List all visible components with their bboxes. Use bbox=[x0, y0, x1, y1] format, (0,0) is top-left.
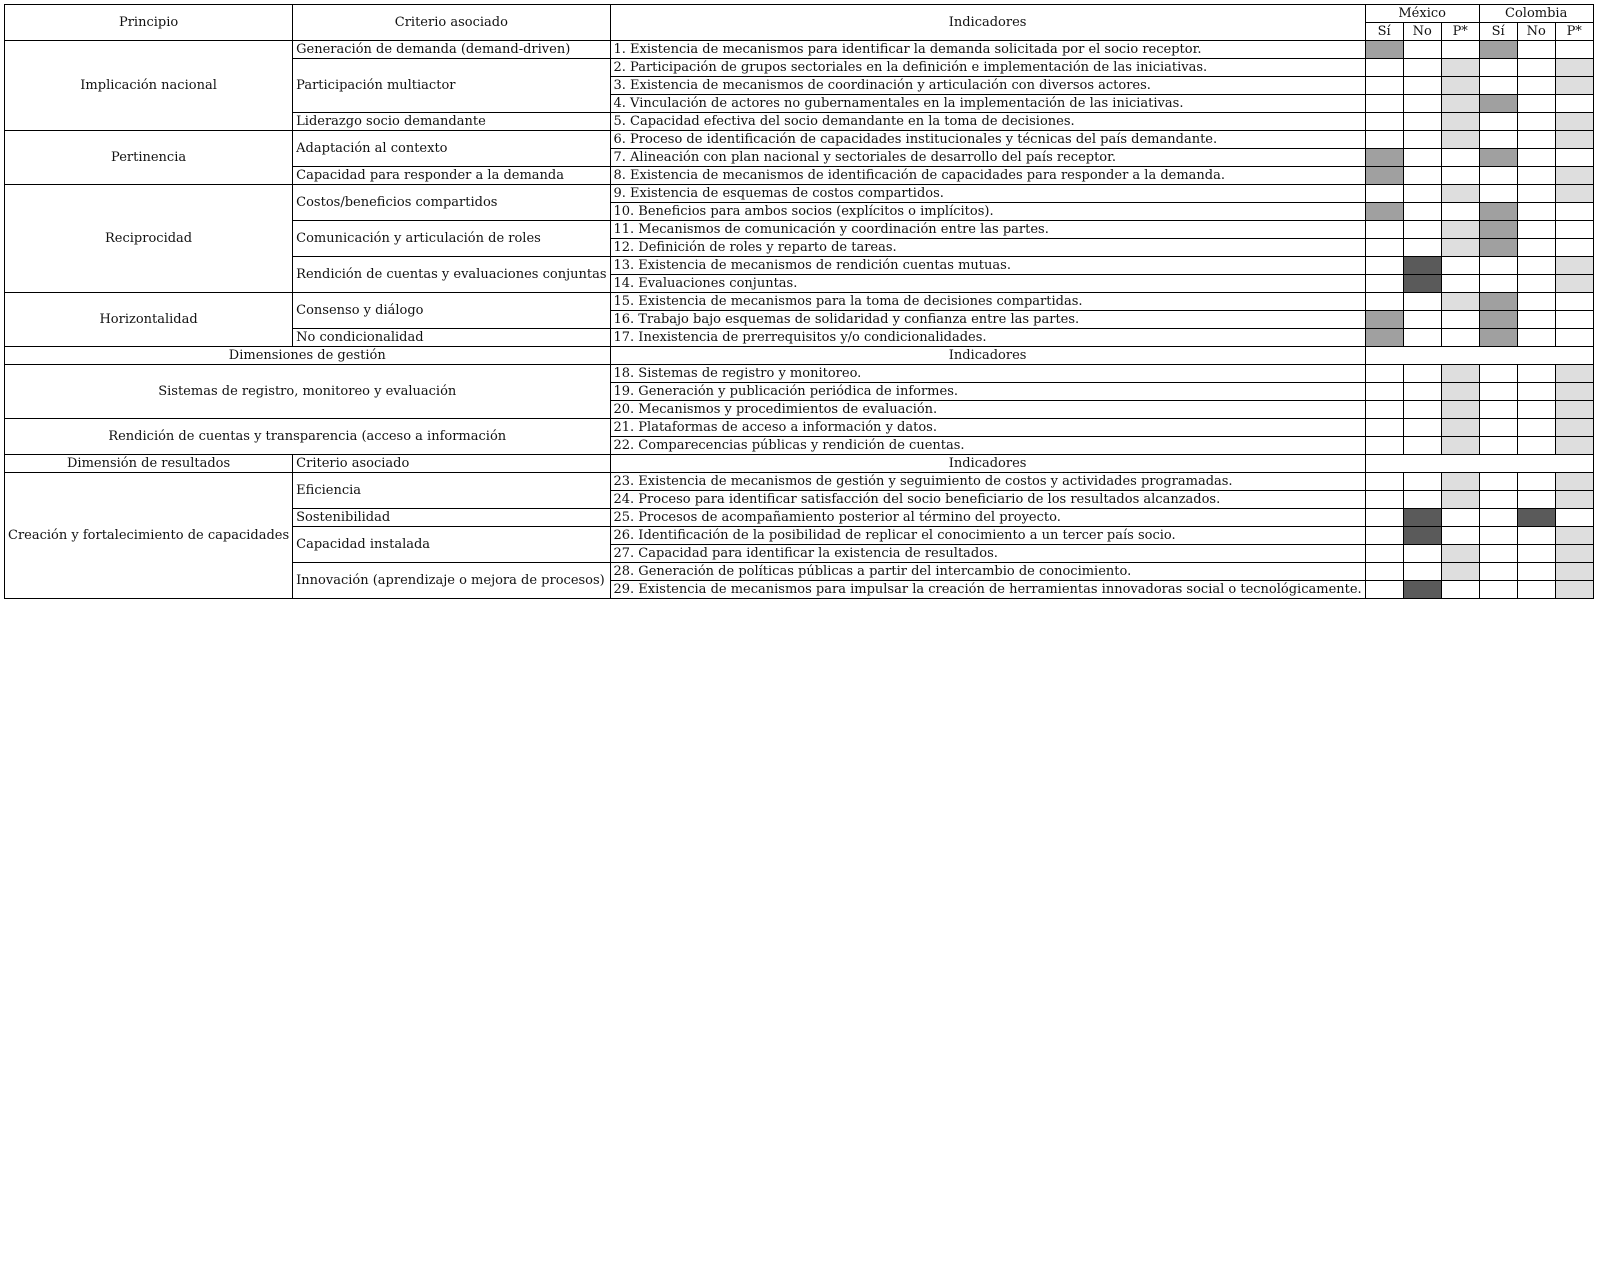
mexico-no-mark bbox=[1403, 581, 1441, 599]
colombia-no-mark bbox=[1517, 77, 1555, 95]
colombia-no-mark bbox=[1517, 257, 1555, 275]
colombia-no-mark bbox=[1517, 113, 1555, 131]
mexico-p-mark bbox=[1441, 563, 1479, 581]
mexico-p-mark bbox=[1441, 329, 1479, 347]
colombia-si-mark bbox=[1479, 527, 1517, 545]
mexico-no-mark bbox=[1403, 275, 1441, 293]
mexico-no-mark bbox=[1403, 131, 1441, 149]
colombia-no-mark bbox=[1517, 293, 1555, 311]
colombia-p-mark bbox=[1555, 329, 1593, 347]
colombia-no-mark bbox=[1517, 185, 1555, 203]
mexico-header: México bbox=[1365, 5, 1479, 23]
mexico-no-mark bbox=[1403, 149, 1441, 167]
indicator-row bbox=[5, 365, 1594, 383]
mexico-no-mark bbox=[1403, 203, 1441, 221]
colombia-si-mark bbox=[1479, 41, 1517, 59]
colombia-p-mark bbox=[1555, 221, 1593, 239]
mexico-p-mark bbox=[1441, 149, 1479, 167]
mexico-si-mark bbox=[1365, 509, 1403, 527]
mexico-si-mark bbox=[1365, 383, 1403, 401]
criterion-label: Comunicación y articulación de roles bbox=[293, 221, 610, 257]
colombia-si-mark bbox=[1479, 131, 1517, 149]
indicadores-header: Indicadores bbox=[610, 347, 1365, 365]
mexico-si-mark bbox=[1365, 293, 1403, 311]
mexico-no-mark bbox=[1403, 185, 1441, 203]
mexico-no-mark bbox=[1403, 509, 1441, 527]
indicator-text: 15. Existencia de mecanismos para la toma de decisiones compartidas. bbox=[610, 293, 1365, 311]
colombia-si-mark bbox=[1479, 149, 1517, 167]
colombia-no-mark bbox=[1517, 365, 1555, 383]
mexico-p-mark bbox=[1441, 221, 1479, 239]
criterion-label: Costos/beneficios compartidos bbox=[293, 185, 610, 221]
colombia-no-mark bbox=[1517, 239, 1555, 257]
colombia-p-mark bbox=[1555, 563, 1593, 581]
mexico-p-mark bbox=[1441, 59, 1479, 77]
mexico-si-mark bbox=[1365, 167, 1403, 185]
mexico-p-mark bbox=[1441, 131, 1479, 149]
indicator-text: 29. Existencia de mecanismos para impulsar la creación de herramientas innovadoras social o tecnológicamente. bbox=[610, 581, 1365, 599]
indicator-text: 26. Identificación de la posibilidad de replicar el conocimiento a un tercer país socio. bbox=[610, 527, 1365, 545]
indicator-text: 24. Proceso para identificar satisfacción del socio beneficiario de los resultados alcanzados. bbox=[610, 491, 1365, 509]
colombia-si-mark bbox=[1479, 203, 1517, 221]
indicator-text: 18. Sistemas de registro y monitoreo. bbox=[610, 365, 1365, 383]
mexico-si-mark bbox=[1365, 365, 1403, 383]
colombia-no-mark bbox=[1517, 509, 1555, 527]
mexico-no-mark bbox=[1403, 59, 1441, 77]
mexico-p-mark bbox=[1441, 77, 1479, 95]
criterion-label: Rendición de cuentas y evaluaciones conjuntas bbox=[293, 257, 610, 293]
mexico-p-mark bbox=[1441, 41, 1479, 59]
criterion-label: No condicionalidad bbox=[293, 329, 610, 347]
mexico-no-mark bbox=[1403, 293, 1441, 311]
colombia-p-mark bbox=[1555, 383, 1593, 401]
mexico-p-mark bbox=[1441, 185, 1479, 203]
criterion-label: Adaptación al contexto bbox=[293, 131, 610, 167]
criterion-label: Eficiencia bbox=[293, 473, 610, 509]
indicator-text: 21. Plataformas de acceso a información y datos. bbox=[610, 419, 1365, 437]
mexico-si-mark bbox=[1365, 311, 1403, 329]
mexico-si-mark bbox=[1365, 113, 1403, 131]
indicator-text: 3. Existencia de mecanismos de coordinación y articulación con diversos actores. bbox=[610, 77, 1365, 95]
colombia-si-mark bbox=[1479, 419, 1517, 437]
indicator-text: 19. Generación y publicación periódica de informes. bbox=[610, 383, 1365, 401]
mexico-no-mark bbox=[1403, 113, 1441, 131]
mexico-no-mark bbox=[1403, 473, 1441, 491]
mexico-si-mark bbox=[1365, 545, 1403, 563]
mexico-p-mark bbox=[1441, 491, 1479, 509]
mexico-si-mark bbox=[1365, 473, 1403, 491]
colombia-p-mark bbox=[1555, 509, 1593, 527]
mexico-no-mark bbox=[1403, 527, 1441, 545]
indicator-row bbox=[5, 185, 1594, 203]
indicator-row bbox=[5, 131, 1594, 149]
mexico-si-mark bbox=[1365, 221, 1403, 239]
mexico-no-mark bbox=[1403, 77, 1441, 95]
indicator-text: 8. Existencia de mecanismos de identificación de capacidades para responder a la demanda. bbox=[610, 167, 1365, 185]
mexico-no-mark bbox=[1403, 545, 1441, 563]
mexico-si-mark bbox=[1365, 437, 1403, 455]
mexico-p-mark bbox=[1441, 401, 1479, 419]
indicator-text: 17. Inexistencia de prerrequisitos y/o condicionalidades. bbox=[610, 329, 1365, 347]
colombia-no-header: No bbox=[1517, 23, 1555, 41]
colombia-p-mark bbox=[1555, 419, 1593, 437]
colombia-no-mark bbox=[1517, 221, 1555, 239]
indicator-text: 1. Existencia de mecanismos para identificar la demanda solicitada por el socio receptor. bbox=[610, 41, 1365, 59]
mexico-p-mark bbox=[1441, 311, 1479, 329]
mexico-no-mark bbox=[1403, 239, 1441, 257]
mexico-si-mark bbox=[1365, 149, 1403, 167]
criterion-label: Sostenibilidad bbox=[293, 509, 610, 527]
colombia-si-mark bbox=[1479, 167, 1517, 185]
mexico-p-mark bbox=[1441, 239, 1479, 257]
colombia-p-mark bbox=[1555, 257, 1593, 275]
mexico-p-mark bbox=[1441, 419, 1479, 437]
mexico-no-mark bbox=[1403, 95, 1441, 113]
colombia-no-mark bbox=[1517, 383, 1555, 401]
mexico-no-mark bbox=[1403, 419, 1441, 437]
mexico-p-mark bbox=[1441, 365, 1479, 383]
colombia-p-mark bbox=[1555, 41, 1593, 59]
mexico-p-mark bbox=[1441, 95, 1479, 113]
colombia-no-mark bbox=[1517, 419, 1555, 437]
colombia-si-mark bbox=[1479, 581, 1517, 599]
mexico-si-mark bbox=[1365, 527, 1403, 545]
mexico-no-mark bbox=[1403, 167, 1441, 185]
evaluation-table bbox=[4, 4, 1594, 599]
indicator-text: 5. Capacidad efectiva del socio demandante en la toma de decisiones. bbox=[610, 113, 1365, 131]
indicadores-header: Indicadores bbox=[610, 455, 1365, 473]
colombia-no-mark bbox=[1517, 95, 1555, 113]
indicator-row bbox=[5, 41, 1594, 59]
mexico-no-mark bbox=[1403, 329, 1441, 347]
indicator-text: 6. Proceso de identificación de capacidades institucionales y técnicas del país demandante. bbox=[610, 131, 1365, 149]
mexico-si-mark bbox=[1365, 95, 1403, 113]
results-header-row bbox=[5, 455, 1594, 473]
colombia-p-mark bbox=[1555, 77, 1593, 95]
colombia-p-mark bbox=[1555, 437, 1593, 455]
criterion-label: Consenso y diálogo bbox=[293, 293, 610, 329]
colombia-p-mark bbox=[1555, 59, 1593, 77]
colombia-no-mark bbox=[1517, 437, 1555, 455]
criterion-label: Liderazgo socio demandante bbox=[293, 113, 610, 131]
mexico-p-mark bbox=[1441, 383, 1479, 401]
indicator-text: 28. Generación de políticas públicas a partir del intercambio de conocimiento. bbox=[610, 563, 1365, 581]
colombia-p-mark bbox=[1555, 131, 1593, 149]
mexico-p-mark bbox=[1441, 167, 1479, 185]
mexico-p-mark bbox=[1441, 113, 1479, 131]
indicator-text: 2. Participación de grupos sectoriales en la definición e implementación de las iniciativas. bbox=[610, 59, 1365, 77]
mexico-p-mark bbox=[1441, 527, 1479, 545]
indicator-text: 10. Beneficios para ambos socios (explícitos o implícitos). bbox=[610, 203, 1365, 221]
mexico-si-mark bbox=[1365, 185, 1403, 203]
management-header-row bbox=[5, 347, 1594, 365]
indicator-text: 16. Trabajo bajo esquemas de solidaridad y confianza entre las partes. bbox=[610, 311, 1365, 329]
principio-header: Principio bbox=[5, 5, 293, 41]
criterio-header: Criterio asociado bbox=[293, 5, 610, 41]
indicator-text: 22. Comparecencias públicas y rendición de cuentas. bbox=[610, 437, 1365, 455]
mexico-p-header: P* bbox=[1441, 23, 1479, 41]
header-row-1 bbox=[5, 5, 1594, 23]
mexico-p-mark bbox=[1441, 581, 1479, 599]
colombia-si-mark bbox=[1479, 401, 1517, 419]
indicator-row bbox=[5, 473, 1594, 491]
colombia-no-mark bbox=[1517, 149, 1555, 167]
indicator-text: 11. Mecanismos de comunicación y coordinación entre las partes. bbox=[610, 221, 1365, 239]
colombia-si-mark bbox=[1479, 311, 1517, 329]
colombia-no-mark bbox=[1517, 131, 1555, 149]
dimensiones-gestion-header: Dimensiones de gestión bbox=[5, 347, 611, 365]
colombia-p-mark bbox=[1555, 581, 1593, 599]
colombia-no-mark bbox=[1517, 203, 1555, 221]
indicator-text: 14. Evaluaciones conjuntas. bbox=[610, 275, 1365, 293]
mexico-si-mark bbox=[1365, 59, 1403, 77]
principle-label: Implicación nacional bbox=[5, 41, 293, 131]
colombia-si-mark bbox=[1479, 221, 1517, 239]
colombia-p-mark bbox=[1555, 491, 1593, 509]
mexico-si-mark bbox=[1365, 239, 1403, 257]
indicator-text: 25. Procesos de acompañamiento posterior al término del proyecto. bbox=[610, 509, 1365, 527]
colombia-p-mark bbox=[1555, 167, 1593, 185]
colombia-si-mark bbox=[1479, 437, 1517, 455]
mexico-si-mark bbox=[1365, 41, 1403, 59]
colombia-p-mark bbox=[1555, 113, 1593, 131]
colombia-p-header: P* bbox=[1555, 23, 1593, 41]
colombia-si-mark bbox=[1479, 365, 1517, 383]
blank-cell bbox=[1365, 347, 1593, 365]
colombia-si-mark bbox=[1479, 545, 1517, 563]
colombia-p-mark bbox=[1555, 545, 1593, 563]
colombia-no-mark bbox=[1517, 167, 1555, 185]
mexico-p-mark bbox=[1441, 509, 1479, 527]
colombia-header: Colombia bbox=[1479, 5, 1593, 23]
mexico-no-mark bbox=[1403, 41, 1441, 59]
colombia-p-mark bbox=[1555, 239, 1593, 257]
indicator-text: 4. Vinculación de actores no gubernamentales en la implementación de las iniciativas. bbox=[610, 95, 1365, 113]
mexico-si-mark bbox=[1365, 401, 1403, 419]
colombia-p-mark bbox=[1555, 293, 1593, 311]
mexico-si-mark bbox=[1365, 257, 1403, 275]
principle-label: Horizontalidad bbox=[5, 293, 293, 347]
colombia-p-mark bbox=[1555, 275, 1593, 293]
mexico-si-header: Sí bbox=[1365, 23, 1403, 41]
indicator-row bbox=[5, 419, 1594, 437]
colombia-no-mark bbox=[1517, 59, 1555, 77]
dimension-resultados-header: Dimensión de resultados bbox=[5, 455, 293, 473]
criterion-label: Capacidad para responder a la demanda bbox=[293, 167, 610, 185]
mexico-no-mark bbox=[1403, 401, 1441, 419]
mexico-si-mark bbox=[1365, 77, 1403, 95]
indicator-text: 7. Alineación con plan nacional y sectoriales de desarrollo del país receptor. bbox=[610, 149, 1365, 167]
mexico-p-mark bbox=[1441, 545, 1479, 563]
mexico-si-mark bbox=[1365, 563, 1403, 581]
blank-cell bbox=[1365, 455, 1593, 473]
colombia-no-mark bbox=[1517, 41, 1555, 59]
colombia-p-mark bbox=[1555, 95, 1593, 113]
mexico-p-mark bbox=[1441, 437, 1479, 455]
mexico-si-mark bbox=[1365, 131, 1403, 149]
indicator-text: 20. Mecanismos y procedimientos de evaluación. bbox=[610, 401, 1365, 419]
colombia-no-mark bbox=[1517, 401, 1555, 419]
colombia-no-mark bbox=[1517, 581, 1555, 599]
indicator-text: 9. Existencia de esquemas de costos compartidos. bbox=[610, 185, 1365, 203]
colombia-no-mark bbox=[1517, 563, 1555, 581]
colombia-p-mark bbox=[1555, 473, 1593, 491]
management-dimension-label: Rendición de cuentas y transparencia (acceso a información bbox=[5, 419, 611, 455]
colombia-no-mark bbox=[1517, 275, 1555, 293]
mexico-si-mark bbox=[1365, 419, 1403, 437]
colombia-si-mark bbox=[1479, 77, 1517, 95]
colombia-si-mark bbox=[1479, 383, 1517, 401]
colombia-p-mark bbox=[1555, 365, 1593, 383]
mexico-si-mark bbox=[1365, 329, 1403, 347]
mexico-no-mark bbox=[1403, 491, 1441, 509]
colombia-si-mark bbox=[1479, 473, 1517, 491]
mexico-no-mark bbox=[1403, 383, 1441, 401]
indicator-text: 23. Existencia de mecanismos de gestión y seguimiento de costos y actividades programadas. bbox=[610, 473, 1365, 491]
mexico-si-mark bbox=[1365, 491, 1403, 509]
colombia-si-mark bbox=[1479, 509, 1517, 527]
indicadores-header: Indicadores bbox=[610, 5, 1365, 41]
criterion-label: Capacidad instalada bbox=[293, 527, 610, 563]
colombia-p-mark bbox=[1555, 203, 1593, 221]
colombia-p-mark bbox=[1555, 401, 1593, 419]
colombia-si-mark bbox=[1479, 275, 1517, 293]
mexico-si-mark bbox=[1365, 581, 1403, 599]
colombia-no-mark bbox=[1517, 329, 1555, 347]
colombia-si-mark bbox=[1479, 113, 1517, 131]
colombia-p-mark bbox=[1555, 311, 1593, 329]
colombia-si-mark bbox=[1479, 59, 1517, 77]
colombia-no-mark bbox=[1517, 491, 1555, 509]
colombia-si-mark bbox=[1479, 257, 1517, 275]
principle-label: Pertinencia bbox=[5, 131, 293, 185]
colombia-si-header: Sí bbox=[1479, 23, 1517, 41]
colombia-p-mark bbox=[1555, 149, 1593, 167]
mexico-p-mark bbox=[1441, 473, 1479, 491]
colombia-no-mark bbox=[1517, 473, 1555, 491]
indicator-text: 13. Existencia de mecanismos de rendición cuentas mutuas. bbox=[610, 257, 1365, 275]
mexico-si-mark bbox=[1365, 203, 1403, 221]
criterion-label: Innovación (aprendizaje o mejora de procesos) bbox=[293, 563, 610, 599]
mexico-no-mark bbox=[1403, 311, 1441, 329]
colombia-si-mark bbox=[1479, 563, 1517, 581]
colombia-si-mark bbox=[1479, 185, 1517, 203]
mexico-no-mark bbox=[1403, 221, 1441, 239]
colombia-si-mark bbox=[1479, 239, 1517, 257]
table-body bbox=[5, 41, 1594, 599]
criterion-label: Generación de demanda (demand-driven) bbox=[293, 41, 610, 59]
colombia-no-mark bbox=[1517, 311, 1555, 329]
colombia-si-mark bbox=[1479, 293, 1517, 311]
colombia-p-mark bbox=[1555, 527, 1593, 545]
mexico-p-mark bbox=[1441, 257, 1479, 275]
colombia-p-mark bbox=[1555, 185, 1593, 203]
criterio-header: Criterio asociado bbox=[293, 455, 610, 473]
principle-label: Reciprocidad bbox=[5, 185, 293, 293]
criterion-label: Participación multiactor bbox=[293, 59, 610, 113]
colombia-si-mark bbox=[1479, 95, 1517, 113]
management-dimension-label: Sistemas de registro, monitoreo y evaluación bbox=[5, 365, 611, 419]
mexico-no-header: No bbox=[1403, 23, 1441, 41]
mexico-p-mark bbox=[1441, 293, 1479, 311]
mexico-p-mark bbox=[1441, 203, 1479, 221]
mexico-si-mark bbox=[1365, 275, 1403, 293]
mexico-no-mark bbox=[1403, 563, 1441, 581]
indicator-text: 12. Definición de roles y reparto de tareas. bbox=[610, 239, 1365, 257]
mexico-no-mark bbox=[1403, 365, 1441, 383]
colombia-si-mark bbox=[1479, 491, 1517, 509]
mexico-p-mark bbox=[1441, 275, 1479, 293]
mexico-no-mark bbox=[1403, 257, 1441, 275]
result-dimension-label: Creación y fortalecimiento de capacidades bbox=[5, 473, 293, 599]
indicator-row bbox=[5, 293, 1594, 311]
colombia-si-mark bbox=[1479, 329, 1517, 347]
colombia-no-mark bbox=[1517, 527, 1555, 545]
colombia-no-mark bbox=[1517, 545, 1555, 563]
mexico-no-mark bbox=[1403, 437, 1441, 455]
indicator-text: 27. Capacidad para identificar la existencia de resultados. bbox=[610, 545, 1365, 563]
